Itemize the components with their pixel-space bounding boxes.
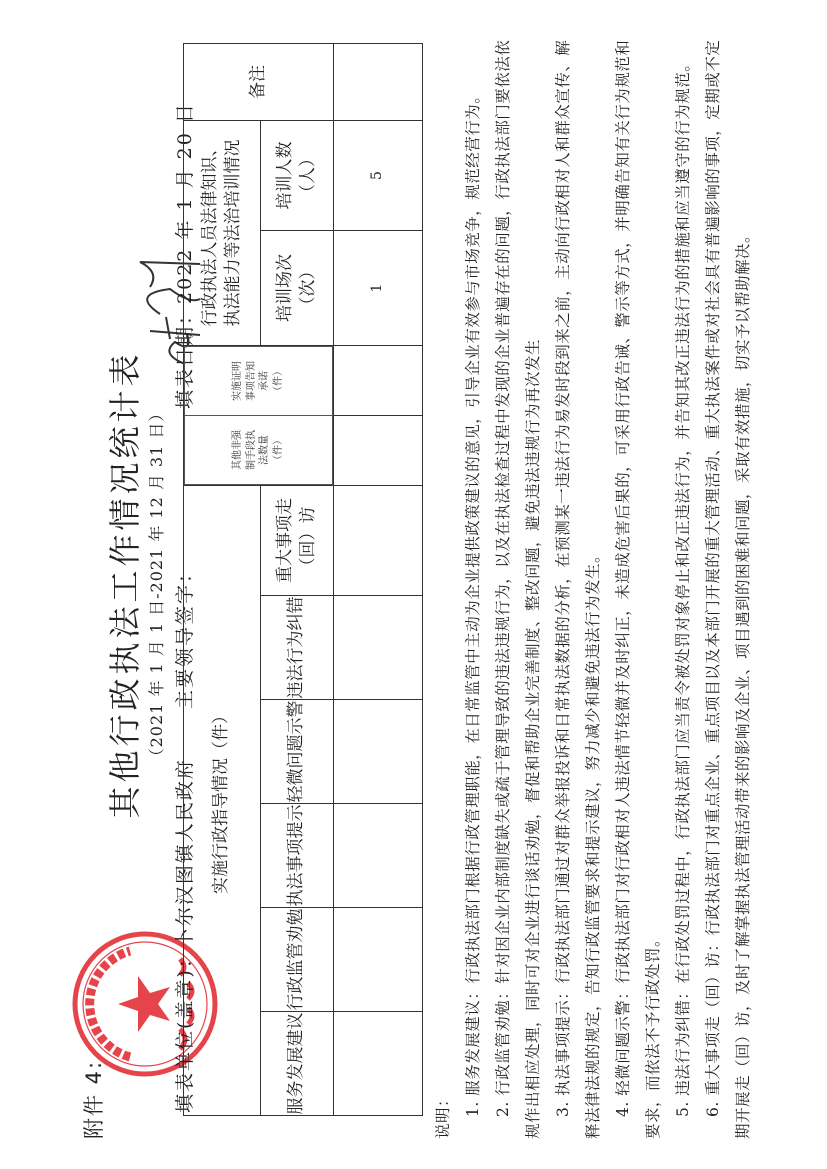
notes-section xyxy=(428,39,758,1139)
value-violation-correction xyxy=(333,596,422,700)
note-item: 4. 轻微问题示警：行政执法部门对行政相对人违法情节轻微并及时纠正，未造成危害后果的，可采用行政告诫、警示等方式，并明确告知有关行为规范和要求，而依法不予行政处罚。 xyxy=(614,39,662,1139)
col-training-sessions: 培训场次 （次） xyxy=(260,230,333,345)
value-training-sessions: 1 xyxy=(333,230,422,345)
col-service-suggestion: 服务发展建议 xyxy=(260,1012,333,1116)
col-major-visit: 重大事项走 （回）访 xyxy=(260,485,333,595)
attachment-label: 附件 4: xyxy=(82,1059,106,1139)
other-nonmandatory-header: 其他非强 制手段执 法数量 （件） xyxy=(185,415,333,484)
value-supervision-exhortation xyxy=(333,908,422,1012)
certification-commitment-header: 实施证明 事项告知 承诺 （件） xyxy=(185,346,333,415)
value-other-nonmandatory xyxy=(333,415,422,485)
mini-header-cell xyxy=(184,345,334,485)
value-remarks xyxy=(333,43,422,120)
statistics-table xyxy=(183,43,423,1116)
value-training-people: 5 xyxy=(333,120,422,230)
col-enforcement-reminder: 执法事项提示 xyxy=(260,804,333,908)
fill-date-value: 2022 年 1 月 20 日 xyxy=(174,102,196,304)
leader-sign-label: 主要领导签字： xyxy=(174,561,196,709)
note-item: 2. 行政监管劝勉：针对因企业内部制度缺失或疏于管理导致的违法违规行为，以及在执法检查过程中发现的企业普遍存在的问题，行政执法部门要依法依规作出相应处理，同时可对企业进行谈话劝勉，督促和帮助企业完善制度、整改问题，避免违法违规行为再次发生 xyxy=(494,39,542,1139)
col-violation-correction: 违法行为纠错 xyxy=(260,596,333,700)
document-title: 其他行政执法工作情况统计表 xyxy=(106,350,144,819)
guidance-group-header: 实施行政指导情况（件） xyxy=(184,485,261,1115)
note-item: 6. 重大事项走（回）访：行政执法部门对重点企业、重点项目以及本部门开展的重大管理活动、重大执法案件或对社会具有普遍影响的事项，定期或不定期开展走（回）访，及时了解掌握执法管理活动带来的影响及企业、项目遇到的困难和问题，采取有效措施，切实予以帮助解决。 xyxy=(704,39,752,1139)
notes-heading: 说明： xyxy=(434,1090,452,1139)
remarks-header: 备注 xyxy=(184,43,334,120)
table-row xyxy=(333,43,422,1115)
value-certification-commitment xyxy=(333,345,422,415)
value-minor-warning xyxy=(333,700,422,804)
fill-date-label: 填表日期： xyxy=(174,303,196,409)
value-major-visit xyxy=(333,485,422,595)
group-header-row xyxy=(184,43,261,1115)
note-item: 3. 执法事项提示：行政执法部门通过对群众举报投诉和日常执法数据的分析，在预测某一违法行为易发时段到来之前，主动向行政相对人和群众宣传、解释法律法规的规定，告知行政监管要求和提示建议，努力减少和避免违法行为发生。 xyxy=(554,39,602,1139)
filing-unit-label: 填表单位(盖章)： xyxy=(174,947,196,1113)
col-minor-warning: 轻微问题示警 xyxy=(260,700,333,804)
filing-unit-value: 卜尔汉图镇人民政府 xyxy=(174,758,196,948)
reporting-period: （2021 年 1 月 1 日-2021 年 12 月 31 日） xyxy=(147,404,166,765)
column-header-row xyxy=(260,43,333,1115)
col-training-people: 培训人数 （人） xyxy=(260,120,333,230)
note-item: 5. 违法行为纠错：在行政处罚过程中，行政执法部门应当责令被处罚对象停止和改正违法行为，并告知其改正违法行为的措施和应当遵守的行为规范。 xyxy=(674,55,692,1117)
col-supervision-exhortation: 行政监管劝勉 xyxy=(260,908,333,1012)
value-service-suggestion xyxy=(333,1012,422,1116)
note-item: 1. 服务发展建议：行政执法部门根据行政管理职能，在日常监管中主动为企业提供政策建议的意见，引导企业有效参与市场竞争，规范经营行为。 xyxy=(464,87,482,1117)
training-group-header: 行政执法人员法律知识、 执法能力等法治培训情况 xyxy=(184,120,261,345)
value-enforcement-reminder xyxy=(333,804,422,908)
